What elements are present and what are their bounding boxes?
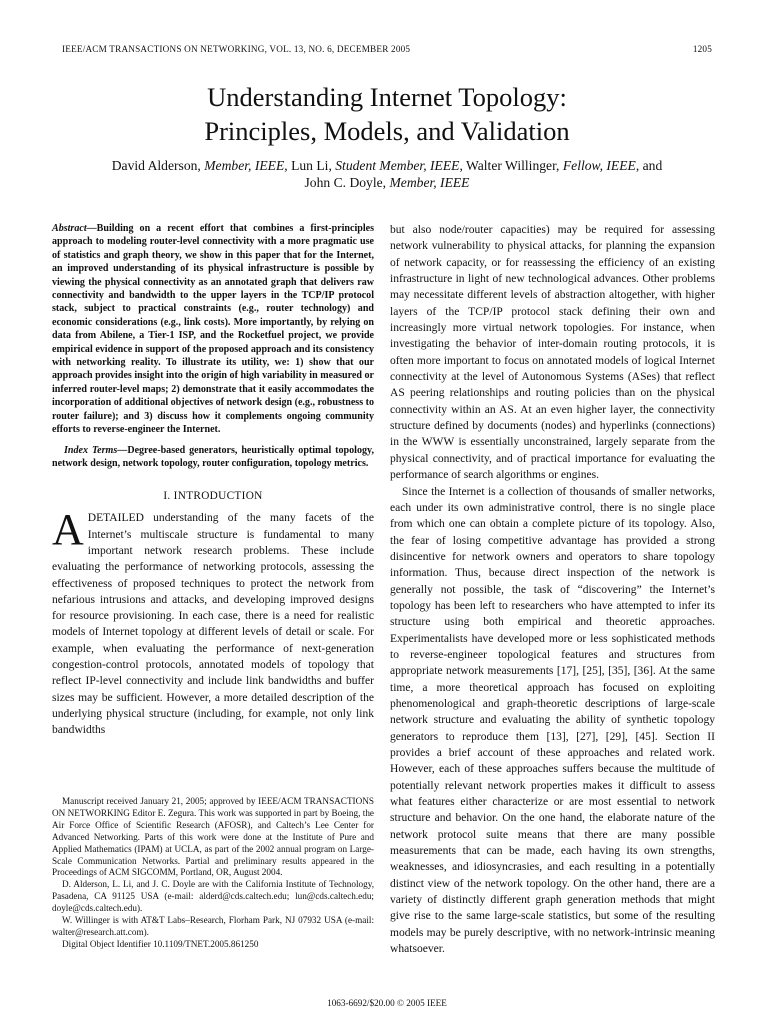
footnote-affiliation-2: W. Willinger is with AT&T Labs–Research, Florham Park, NJ 07932 USA (e-mail: walter@research.att.com). <box>52 915 374 937</box>
running-header <box>62 44 712 58</box>
left-column <box>52 222 374 738</box>
right-paragraph-1: but also node/router capacities) may be required for assessing network vulnerability to physical attacks, for planning the expansion of network capacity, or for reassessing the efficiency of an existing infrastructure in light of new technological advances. Other problems may necessitate different levels of abstraction altogether, with higher layers of the TCP/IP protocol stack defining their own and increasingly more virtual network topologies. For instance, when investigating the behavior of inter-domain routing protocols, it is often more important to focus on annotated models of logical Internet connectivity at the level of Autonomous Systems (ASes) that reflect AS peering relationships and routing policies than on the physical connectivity within an AS. At an even higher layer, the connectivity structure defined by documents (nodes) and hyperlinks (connections) in the WWW is essentially unconstrained, largely separate from the physical connectivity, and of practical importance for evaluating the performance of search algorithms or engines. <box>390 224 715 482</box>
drop-cap: A <box>52 505 84 555</box>
abstract-lead: Abstract— <box>52 223 97 234</box>
right-paragraph-2: Since the Internet is a collection of thousands of smaller networks, each under its own administrative control, there is no single place from which one can obtain a complete picture of its topology. Also, the fear of losing competitive advantage has provided a strong disincentive for network owners and operators to share topology information. Thus, because direct inspection of the network is generally not possible, the task of “discovering” the Internet’s topology has been left to researchers who have attempted to infer its structure using both empirical and theoretic approaches. Experimentalists have developed more or less sophisticated methods to reverse-engineer topological features and structures from appropriate network measurements [17], [25], [35], [36]. At the same time, a more theoretical approach has focused on exploiting phenomenological and graph-theoretic descriptions of large-scale network structure and evaluating the ability of synthetic topology generators to reproduce them [13], [27], [29], [45]. Section II provides a brief account of these approaches and related work. However, each of these approaches suffers because the multitude of potentially relevant network properties makes it difficult to assess what features either characterize or are most essential to network structure and behavior. On the one hand, the elaborate nature of the network protocol suite means that there are many possible measurements that can be made, each having its own strengths, weaknesses, and idiosyncrasies, and each resulting in a potentially distinct view of the network topology. On the other hand, there are a variety of distinctly different graph generation methods that might give rise to the same large-scale statistics, but some of the resulting models may be purely descriptive, with no network-intrinsic meaning whatsoever. <box>390 485 715 956</box>
footnote-affiliation-1: D. Alderson, L. Li, and J. C. Doyle are with the California Institute of Technology, Pasadena, CA 91125 USA (e-mail: alderd@cds.caltech.edu; lun@cds.caltech.edu; doyle@cds.caltech.edu). <box>52 879 374 914</box>
author-1-role: Member, IEEE <box>204 158 285 173</box>
index-terms-text: Degree-based generators, heuristically optimal topology, network design, network topology, router configuration, topology metrics. <box>52 444 374 469</box>
page-number: 1205 <box>692 44 712 54</box>
author-2-name: , Lun Li, <box>284 158 336 173</box>
author-1-name: David Alderson, <box>111 158 205 173</box>
intro-paragraph <box>52 505 374 738</box>
author-5-role: Member, IEEE <box>389 175 470 190</box>
author-5-name: John C. Doyle, <box>304 175 390 190</box>
intro-text: DETAILED understanding of the many facets of the Internet’s multiscale structure is fundamental to many important network research problems. These include evaluating the performance of networking protocols, assessing the effectiveness of proposed techniques to protect the network from nefarious intrusions and attacks, and developing improved designs for resource provisioning. In each case, there is a need for realistic models of Internet topology at different levels of detail or scale. For example, when evaluating the performance of next-generation congestion-control protocols, annotated models of topology that reflect IP-level connectivity and include link bandwidths and buffer sizes may be sufficient. However, a more detailed description of the underlying physical structure (including, for example, not only link bandwidths <box>52 512 374 737</box>
abstract <box>52 222 374 437</box>
abstract-text: Building on a recent effort that combines a first-principles approach to modeling router-level connectivity with a more pragmatic use of statistics and graph theory, we show in this paper that for the Internet, an improved understanding of its physical infrastructure is possible by viewing the physical connectivity as an annotated graph that delivers raw connectivity and bandwidth to the upper layers in the TCP/IP protocol stack, subject to practical constraints (e.g., router technology) and economic considerations (e.g., link costs). More importantly, by relying on data from Abilene, a Tier-1 ISP, and the Rocketfuel project, we provide empirical evidence in support of the proposed approach and its consistency with networking reality. To illustrate its utility, we: 1) show that our approach provides insight into the origin of high variability in measured or inferred router-level maps; 2) demonstrate that it easily accommodates the incorporation of additional objectives of network design (e.g., robustness to router failure); and 3) discuss how it complements ongoing community efforts to reverse-engineer the Internet. <box>52 223 374 436</box>
footnote-manuscript: Manuscript received January 21, 2005; approved by IEEE/ACM TRANSACTIONS ON NETWORKING Editor E. Zegura. This work was supported in part by Boeing, the Air Force Office of Scientific Research (AFOSR), and Caltech’s Lee Center for Advanced Networking. Parts of this work were done at the Institute of Pure and Applied Mathematics (IPAM) at UCLA, as part of the 2002 annual program on Large-Scale Communication Networks. Partial and preliminary results appeared in the Proceedings of ACM SIGCOMM, Portland, OR, August 2004. <box>52 796 374 878</box>
footnote-doi: Digital Object Identifier 10.1109/TNET.2005.861250 <box>62 938 259 949</box>
right-column <box>390 222 715 957</box>
author-3-name: , Walter Willinger, <box>459 158 563 173</box>
title-line-1: Understanding Internet Topology: <box>207 82 567 112</box>
section-heading: I. INTRODUCTION <box>163 490 263 503</box>
paper-title <box>62 80 712 148</box>
index-terms <box>52 444 374 471</box>
author-line-2 <box>62 174 712 191</box>
title-line-2: Principles, Models, and Validation <box>204 116 570 146</box>
author-line-1 <box>62 157 712 174</box>
index-terms-lead: Index Terms— <box>64 444 128 456</box>
copyright-line: 1063-6692/$20.00 © 2005 IEEE <box>327 998 447 1008</box>
journal-name: IEEE/ACM TRANSACTIONS ON NETWORKING, VOL. 13, NO. 6, DECEMBER 2005 <box>62 44 411 54</box>
author-3-role: Fellow, IEEE <box>562 158 636 173</box>
author-2-role: Student Member, IEEE <box>335 158 460 173</box>
author-4-sep: , and <box>635 158 663 173</box>
author-list <box>62 157 712 191</box>
footnote <box>52 796 374 951</box>
